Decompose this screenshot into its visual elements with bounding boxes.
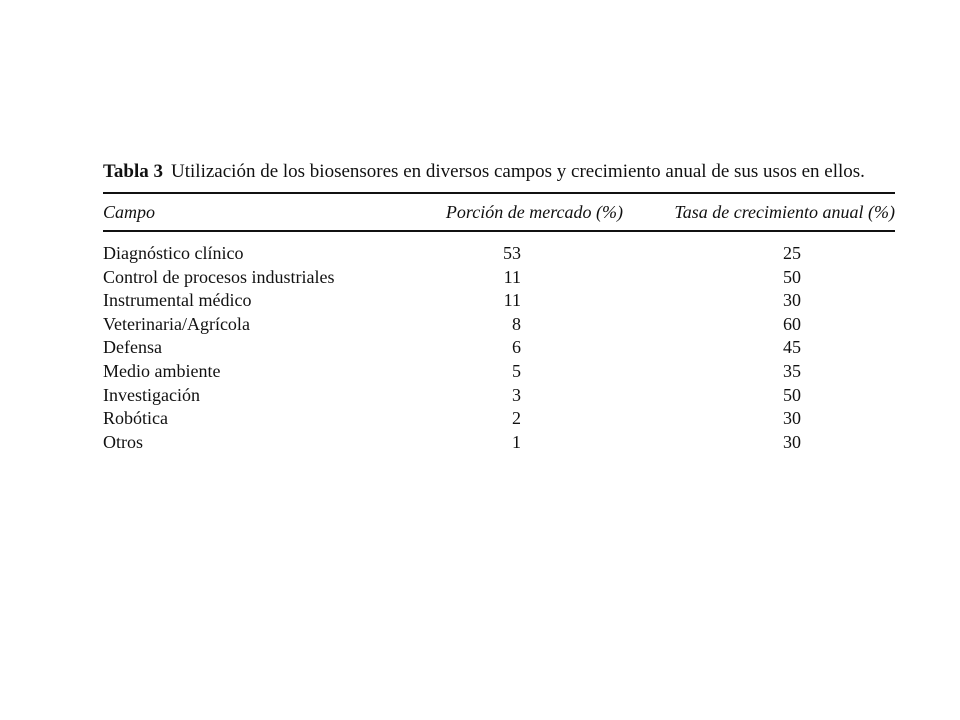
cell-porcion: 3: [512, 384, 521, 405]
cell-campo: Diagnóstico clínico: [103, 243, 244, 263]
table-row: [103, 384, 895, 408]
cell-tasa: 50: [783, 384, 801, 405]
table-row: [103, 407, 895, 431]
table-row: [103, 431, 895, 455]
cell-campo: Medio ambiente: [103, 360, 221, 381]
cell-tasa: 30: [783, 290, 801, 311]
cell-campo: Otros: [103, 431, 143, 452]
cell-porcion: 8: [512, 313, 521, 334]
cell-tasa: 35: [783, 360, 801, 381]
table-row: [103, 336, 895, 360]
cell-campo: Control de procesos industriales: [103, 266, 335, 287]
cell-tasa: 30: [783, 431, 801, 452]
column-header-campo: Campo: [103, 201, 156, 222]
table-row: [103, 289, 895, 313]
table-label: Tabla 3: [103, 161, 164, 182]
table-header: [103, 194, 895, 230]
table-row: [103, 313, 895, 337]
cell-tasa: 50: [783, 266, 801, 287]
cell-porcion: 11: [503, 290, 521, 311]
cell-porcion: 6: [512, 337, 521, 358]
cell-porcion: 53: [503, 243, 521, 263]
cell-porcion: 1: [512, 431, 521, 452]
cell-tasa: 25: [783, 243, 801, 263]
table-body: [103, 242, 895, 454]
table-row: [103, 360, 895, 384]
header-rule: [103, 230, 895, 232]
cell-porcion: 2: [512, 408, 521, 429]
table-row: [103, 266, 895, 290]
cell-porcion: 5: [512, 360, 521, 381]
cell-campo: Investigación: [103, 384, 200, 405]
cell-campo: Defensa: [103, 337, 162, 358]
table-caption: [103, 160, 895, 184]
table-row: [103, 242, 895, 266]
cell-campo: Robótica: [103, 408, 168, 429]
table-caption-text: Utilización de los biosensores en diversos campos y crecimiento anual de sus usos en ellos.: [171, 161, 865, 182]
table-block: [103, 160, 895, 454]
column-header-tasa: Tasa de crecimiento anual (%): [674, 201, 895, 222]
cell-porcion: 11: [503, 266, 521, 287]
cell-campo: Instrumental médico: [103, 290, 252, 311]
cell-campo: Veterinaria/Agrícola: [103, 313, 250, 334]
cell-tasa: 45: [783, 337, 801, 358]
cell-tasa: 30: [783, 408, 801, 429]
cell-tasa: 60: [783, 313, 801, 334]
column-header-porcion: Porción de mercado (%): [445, 201, 623, 222]
